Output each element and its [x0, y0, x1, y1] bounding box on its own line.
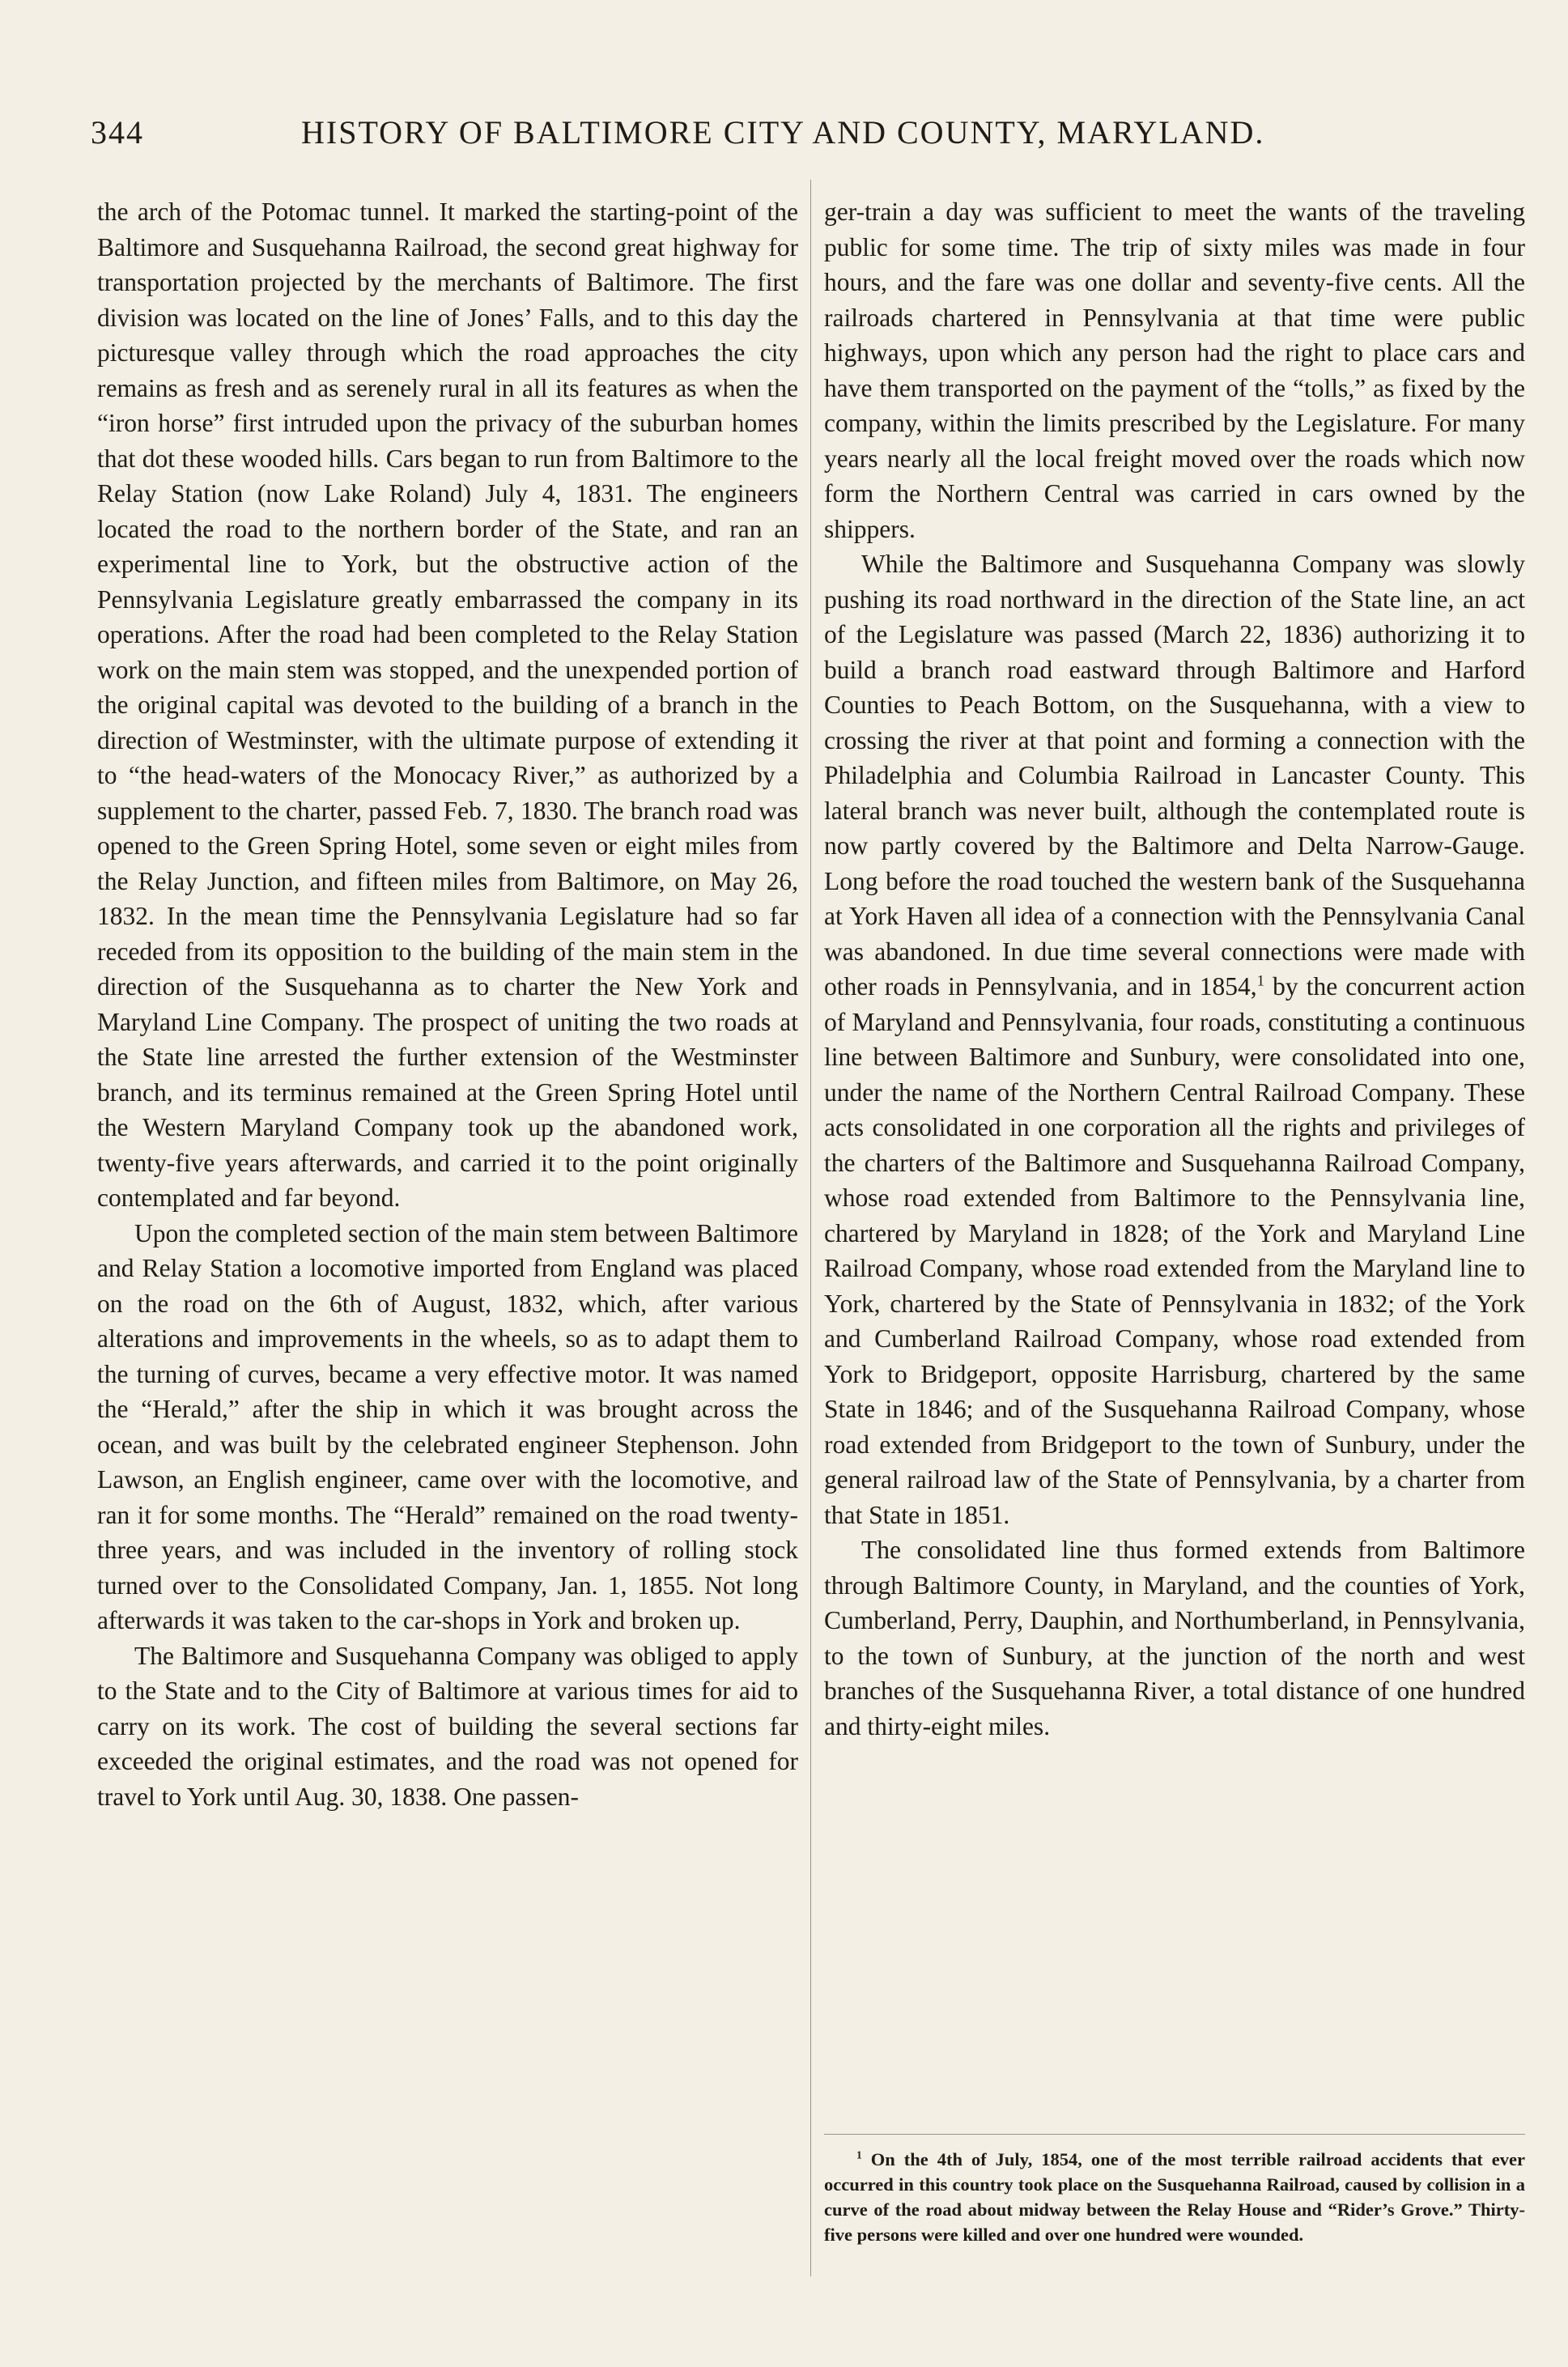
page-header — [91, 113, 1477, 155]
paragraph-text: by the concurrent action of Maryland and Pennsylvania, four roads, constituting a continuous line between Baltimore and Sunbury, were consolidated into one, under the name of the Northern Central Railroad Company. These acts consolidated in one corporation all the rights and privileges of the charters of the Baltimore and Susquehanna Railroad Company, whose road extended from Baltimore to the Pennsylvania line, chartered by Maryland in 1828; of the York and Maryland Line Railroad Company, whose road extended from the Maryland line to York, chartered by the State of Pennsylvania in 1832; of the York and Cumberland Railroad Company, whose road extended from York to Bridgeport, opposite Harrisburg, chartered by the same State in 1846; and of the Susquehanna Railroad Company, whose road extended from Bridgeport to the town of Sunbury, under the general railroad law of the State of Pennsylvania, by a charter from that State in 1851. — [824, 972, 1526, 1529]
footnote-divider — [824, 2134, 1525, 2135]
paragraph: The Baltimore and Susquehanna Company was obliged to apply to the State and to the City of Baltimore at various times for aid to carry on its work. The cost of building the several sections far exceeded the original estimates, and the road was not opened for travel to York until Aug. 30, 1838. One passen- — [97, 1641, 798, 1811]
footnote — [824, 2147, 1525, 2247]
paragraph: the arch of the Potomac tunnel. It marked the starting-point of the Baltimore and Susquehanna Railroad, the second great highway for transportation projected by the merchants of Baltimore. The first division was located on the line of Jones’ Falls, and to this day the picturesque valley through which the road approaches the city remains as fresh and as serenely rural in all its features as when the “iron horse” first intruded upon the privacy of the suburban homes that dot these wooded hills. Cars began to run from Baltimore to the Relay Station (now Lake Roland) July 4, 1831. The engineers located the road to the northern border of the State, and ran an experimental line to York, but the obstructive action of the Pennsylvania Legislature greatly embarrassed the company in its operations. After the road had been completed to the Relay Station work on the main stem was stopped, and the unexpended portion of the original capital was devoted to the building of a branch in the direction of Westminster, with the ultimate purpose of extending it to “the head-waters of the Monocacy River,” as authorized by a supplement to the charter, passed Feb. 7, 1830. The branch road was opened to the Green Spring Hotel, some seven or eight miles from the Relay Junction, and fifteen miles from Baltimore, on May 26, 1832. In the mean time the Pennsylvania Legislature had so far receded from its opposition to the building of the main stem in the direction of the Susquehanna as to charter the New York and Maryland Line Company. The prospect of uniting the two roads at the State line arrested the further extension of the Westminster branch, and its terminus remained at the Green Spring Hotel until the Western Maryland Company took up the abandoned work, twenty-five years afterwards, and carried it to the point originally contemplated and far beyond. — [97, 198, 798, 1212]
paragraph: Upon the completed section of the main stem between Baltimore and Relay Station a locomotive imported from England was placed on the road on the 6th of August, 1832, which, after various alterations and improvements in the wheels, so as to adapt them to the turning of curves, became a very effective motor. It was named the “Herald,” after the ship in which it was brought across the ocean, and was built by the celebrated engineer Stephenson. John Lawson, an English engineer, came over with the locomotive, and ran it for some months. The “Herald” remained on the road twenty-three years, and was included in the inventory of rolling stock turned over to the Consolidated Company, Jan. 1, 1855. Not long afterwards it was taken to the car-shops in York and broken up. — [97, 1218, 798, 1634]
footnote-reference: 1 — [1256, 972, 1265, 990]
right-column — [824, 194, 1525, 1744]
paragraph — [824, 546, 1525, 1532]
running-head: HISTORY OF BALTIMORE CITY AND COUNTY, MARYLAND. — [301, 114, 1265, 151]
column-divider — [810, 180, 811, 2276]
paragraph-text: While the Baltimore and Susquehanna Company was slowly pushing its road northward in the direction of the State line, an act of the Legislature was passed (March 22, 1836) authorizing it to build a branch road eastward through Baltimore and Harford Counties to Peach Bottom, on the Susquehanna, with a view to crossing the river at that point and forming a connection with the Philadelphia and Columbia Railroad in Lancaster County. This lateral branch was never built, although the contemplated route is now partly covered by the Baltimore and Delta Narrow-Gauge. Long before the road touched the western bank of the Susquehanna at York Haven all idea of a connection with the Pennsylvania Canal was abandoned. In due time several connections were made with other roads in Pennsylvania, and in 1854, — [824, 550, 1525, 1001]
left-column — [97, 194, 798, 1814]
paragraph: The consolidated line thus formed extends from Baltimore through Baltimore County, in Maryland, and the counties of York, Cumberland, Perry, Dauphin, and Northumberland, in Pennsylvania, to the town of Sunbury, at the junction of the north and west branches of the Susquehanna River, a total distance of one hundred and thirty-eight miles. — [824, 1536, 1525, 1740]
footnote-marker: 1 — [856, 2148, 862, 2161]
paragraph: ger-train a day was sufficient to meet the wants of the traveling public for some time. The trip of sixty miles was made in four hours, and the fare was one dollar and seventy-five cents. All the railroads chartered in Pennsylvania at that time were public highways, upon which any person had the right to place cars and have them transported on the payment of the “tolls,” as fixed by the company, within the limits prescribed by the Legislature. For many years nearly all the local freight moved over the roads which now form the Northern Central was carried in cars owned by the shippers. — [824, 198, 1525, 543]
footnote-text: On the 4th of July, 1854, one of the most terrible railroad accidents that ever occurred in this country took place on the Susquehanna Railroad, caused by collision in a curve of the road about midway between the Relay House and “Rider’s Grove.” Thirty-five persons were killed and over one hundred were wounded. — [824, 2149, 1525, 2245]
page-number: 344 — [91, 114, 144, 151]
footnote-paragraph — [824, 2147, 1525, 2247]
